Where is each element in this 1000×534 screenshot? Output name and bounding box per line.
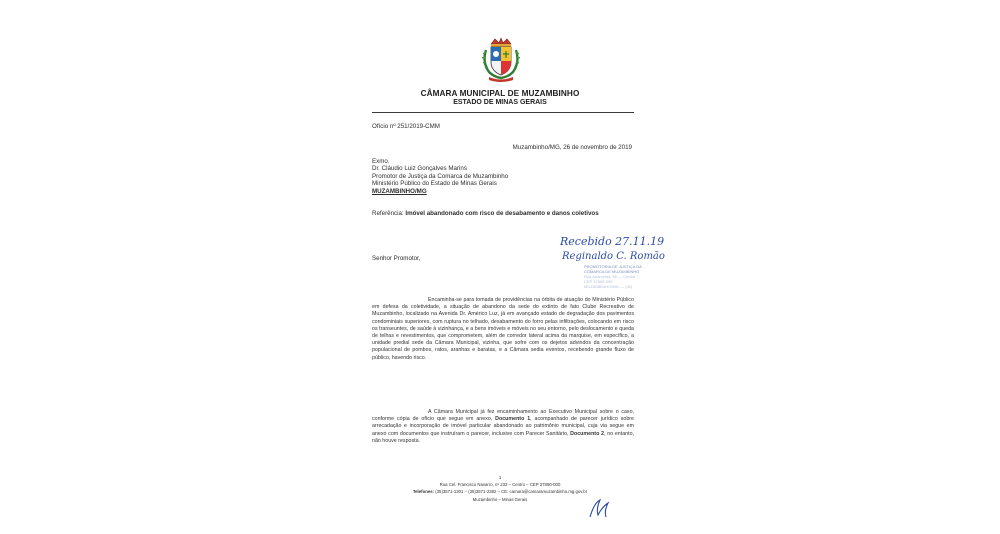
paragraph-1-text: Encaminha-se para tomada de providências na órbita de atuação do Ministério Público em defesa da coletividade, a situação de abandono da sede do extinto de fato Clube Recreativo de Muzambinho, localizado na Avenida Dr. Américo Luz, já em avançado estado de degradação dos pavimentos condominiais superiores, com ruptura no telhado, desabamento do forro pelas infiltrações, colocando em risco os transeuntes, de saúde à vizinhança, e a bens imóveis e móveis no seu entorno, pelo deslocamento e queda de telhas e revestimentos, que comprometem, além de corredor lateral acima da marquise, em específico, a unidade predial sede da Câmara Municipal, vizinha, que sofre com os dejetos advindos da concentração populacional de pombos, ratos, aranhas e baratas, e a Câmara sedia eventos, recebendo grande fluxo de público, havendo risco. [372, 297, 634, 361]
header-divider [372, 112, 634, 113]
recipient-block [372, 158, 508, 195]
paragraph-2-text-c: , no entanto, não houve resposta. [372, 430, 634, 444]
letter-page [362, 0, 665, 534]
recipient-city: MUZAMBINHO/MG [372, 187, 427, 195]
stamp-handwritten-line2: Reginaldo C. Romão [562, 251, 665, 262]
recipient-role: Promotor de Justiça da Comarca de Muzambinho [372, 172, 509, 180]
footer-phones: (35)3571-1301 – (35)3571-2382 – CE: camara@camaramuzambinho.mg.gov.br [435, 489, 588, 495]
stamp-line1: PROMOTORIA DE JUSTIÇA DA [584, 264, 642, 269]
municipal-coat-of-arms-icon [480, 36, 522, 84]
stamp-line5: MUZAMBINHO/MG — (35) [584, 284, 633, 289]
reference-label: Referência: [372, 210, 404, 217]
document-1-ref: Documento 1 [495, 416, 531, 423]
document-2-ref: Documento 2 [570, 430, 604, 437]
recipient-greeting: Exmo. [372, 158, 390, 165]
recipient-name: Dr. Cláudio Luiz Gonçalves Marins [372, 165, 467, 173]
footer-phones-label: Telefones: [412, 489, 435, 495]
paragraph-1 [372, 297, 634, 362]
paragraph-2 [372, 409, 634, 445]
paragraph-2-text-b: , acompanhado de parecer jurídico sobre arrecadação e incorporação de imóvel particular abandonado ao patrimônio municipal, cuja via segue em anexo com documentos que instruíram o parecer, inclusive com Parecer Sanitário, [372, 416, 634, 437]
footer-contact [362, 488, 638, 495]
stamp-line3: Rua Aparecida, 66 — Centro [584, 274, 636, 279]
footer-city: Muzambinho – Minas Gerais [472, 496, 528, 502]
state-name: ESTADO DE MINAS GERAIS [453, 99, 547, 106]
promotoria-stamp [584, 264, 684, 289]
letter-date: Muzambinho/MG, 26 de novembro de 2019 [512, 144, 632, 151]
paragraph-2-text-a: A Câmara Municipal já fez encaminhamento ao Executivo Municipal sobre o caso, conforme cópia de ofício que segue em anexo, [372, 409, 634, 423]
initials-signature-icon [584, 497, 614, 521]
stamp-line4: CEP 37890-000 [584, 279, 613, 284]
reference-line [372, 210, 634, 218]
stamp-line2: COMARCA DE MUZAMBINHO [584, 269, 640, 274]
salutation: Senhor Promotor, [372, 255, 421, 262]
officio-number: Ofício nº 251/2019-CMM [372, 123, 440, 130]
received-handwritten-stamp [558, 231, 668, 265]
reference-text: Imóvel abandonado com risco de desabamento e danos coletivos [405, 210, 599, 217]
recipient-org: Ministério Público do Estado de Minas Gerais [372, 180, 497, 188]
footer-address: Rua Cel. Francisco Navarro, nº 233 – Centro – CEP 37890-000 [439, 482, 561, 487]
page-number: 1 [498, 475, 502, 480]
institution-name: CÂMARA MUNICIPAL DE MUZAMBINHO [420, 89, 580, 98]
stamp-handwritten-line1: Recebido 27.11.19 [560, 235, 665, 248]
